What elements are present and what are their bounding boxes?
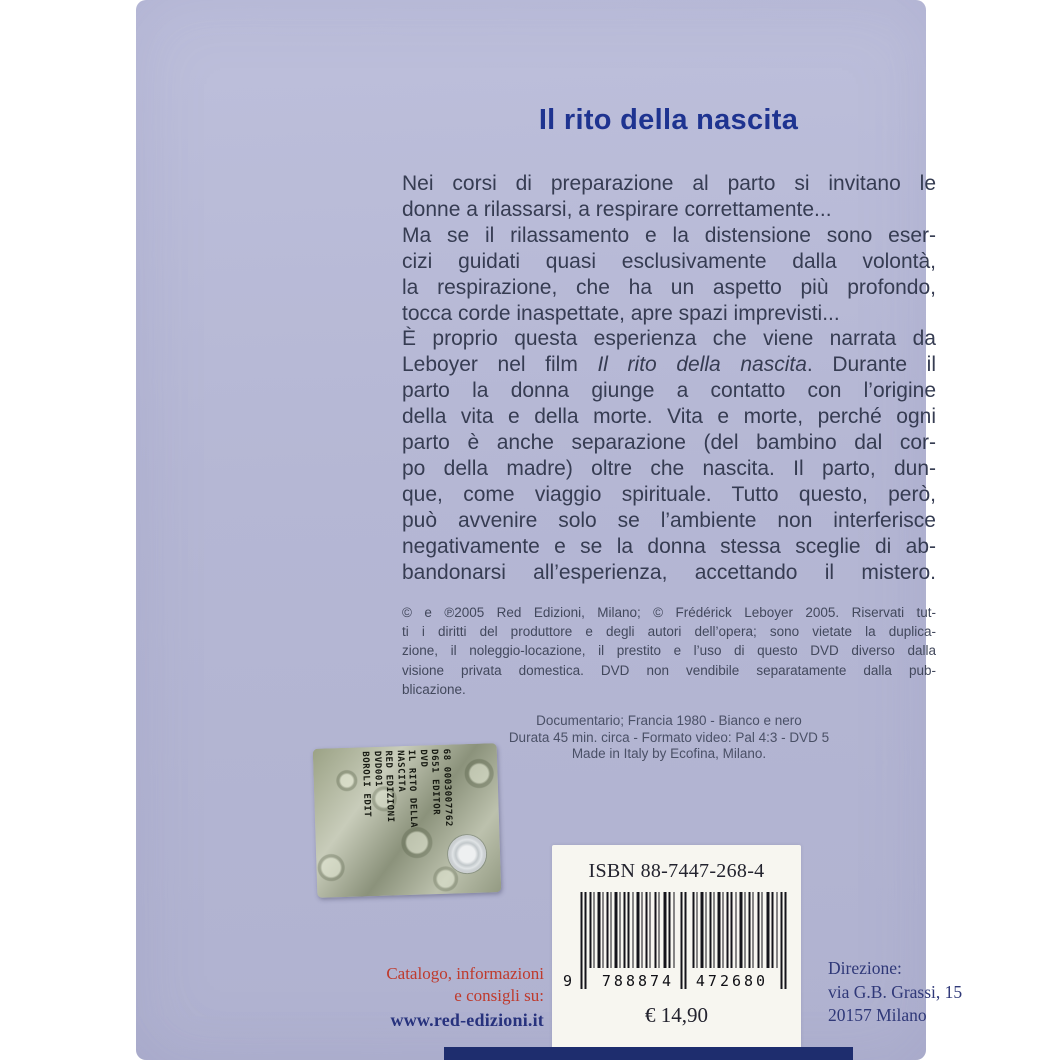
synopsis-line: tocca corde inaspettate, apre spazi imprevisti...: [402, 301, 840, 325]
publisher-website: www.red-edizioni.it: [390, 1010, 544, 1030]
siae-hologram-sticker: [313, 743, 502, 898]
synopsis-line: È proprio questa esperienza che viene narrata da: [402, 327, 936, 351]
isbn-label: ISBN 88-7447-268-4: [588, 860, 765, 882]
sticker-line: BOROLI EDIT: [360, 750, 373, 818]
catalog-lines: [324, 963, 544, 1007]
isbn-box: [552, 845, 801, 1052]
sticker-line: RED EDIZIONI: [383, 749, 396, 823]
sticker-line: DVD: [417, 748, 429, 768]
rights-text: [402, 603, 936, 699]
sticker-line: IL RITO DELLA: [406, 749, 419, 828]
synopsis-line: Ma se il rilassamento e la distensione sono eser-: [402, 223, 936, 247]
address-line: 20157 Milano: [828, 1005, 927, 1025]
rights-line: visione privata domestica. DVD non vendibile separatamente dalla pub-: [402, 662, 936, 678]
price-label: € 14,90: [645, 1003, 708, 1027]
sticker-line: 68 0003007762: [440, 748, 454, 827]
cover-card: [136, 0, 963, 1060]
synopsis-line: donne a rilassarsi, a respirare correttamente...: [402, 197, 832, 221]
catalog-line: e consigli su:: [454, 986, 544, 1005]
synopsis-line: la respirazione, che ha un aspetto più profondo,: [402, 275, 936, 299]
synopsis: [402, 171, 936, 586]
sticker-line: D651 EDITOR: [429, 748, 442, 815]
synopsis-line: Nei corsi di preparazione al parto si invitano le: [402, 172, 936, 195]
synopsis-line: cizi guidati quasi esclusivamente dalla volontà,: [402, 249, 936, 273]
rights-line: ti i diritti del produttore e degli autori dell’opera; sono vietate la duplica-: [402, 624, 936, 640]
synopsis-line: bandonarsi all’esperienza, accettando il mistero.: [402, 560, 936, 584]
address-line: via G.B. Grassi, 15: [828, 981, 963, 1002]
rights-line: blicazione.: [402, 681, 466, 697]
synopsis-line: parto la donna giunge a contatto con l’origine: [402, 379, 936, 403]
rights-line: zione, il noleggio-locazione, il prestito e l’uso di questo DVD diverso dalla: [402, 643, 936, 659]
synopsis-line: que, come viaggio spirituale. Tutto questo, però,: [402, 482, 936, 506]
tech-line: Made in Italy by Ecofina, Milano.: [571, 746, 767, 762]
barcode-left-digits: 788874: [601, 972, 675, 990]
synopsis-line: può avvenire solo se l’ambiente non interferisce: [402, 508, 936, 532]
sticker-text: [359, 748, 455, 893]
ean-barcode-area: [563, 892, 790, 992]
barcode-prefix-digit: 9: [563, 972, 573, 990]
synopsis-line: della vita e della morte. Vita e morte, perché ogni: [402, 405, 936, 429]
catalog-line: Catalogo, informazioni: [386, 964, 544, 983]
barcode-right-digits: 472680: [695, 972, 769, 990]
case-edge-bar: [444, 1047, 853, 1060]
address-line: Direzione:: [828, 958, 902, 978]
tech-line: Durata 45 min. circa - Formato video: Pal 4:3 - DVD 5: [508, 729, 830, 745]
synopsis-line: po della madre) oltre che nascita. Il parto, dun-: [402, 456, 936, 480]
sticker-line: NASCITA: [394, 749, 407, 792]
synopsis-line: parto è anche separazione (del bambino dal cor-: [402, 431, 936, 455]
synopsis-line: Leboyer nel film Il rito della nascita. Durante il: [402, 353, 936, 377]
hologram-seal-icon: [447, 835, 486, 874]
tech-line: Documentario; Francia 1980 - Bianco e nero: [536, 713, 802, 728]
catalog-note: [324, 963, 544, 1031]
page-title: Il rito della nascita: [538, 104, 799, 136]
address: [828, 957, 1028, 1028]
sticker-line: DVD001: [371, 750, 383, 787]
synopsis-line: negativamente e se la donna stessa sceglie di ab-: [402, 534, 936, 558]
rights-line: © e ℗2005 Red Edizioni, Milano; © Frédérick Leboyer 2005. Riservati tut-: [402, 605, 936, 620]
